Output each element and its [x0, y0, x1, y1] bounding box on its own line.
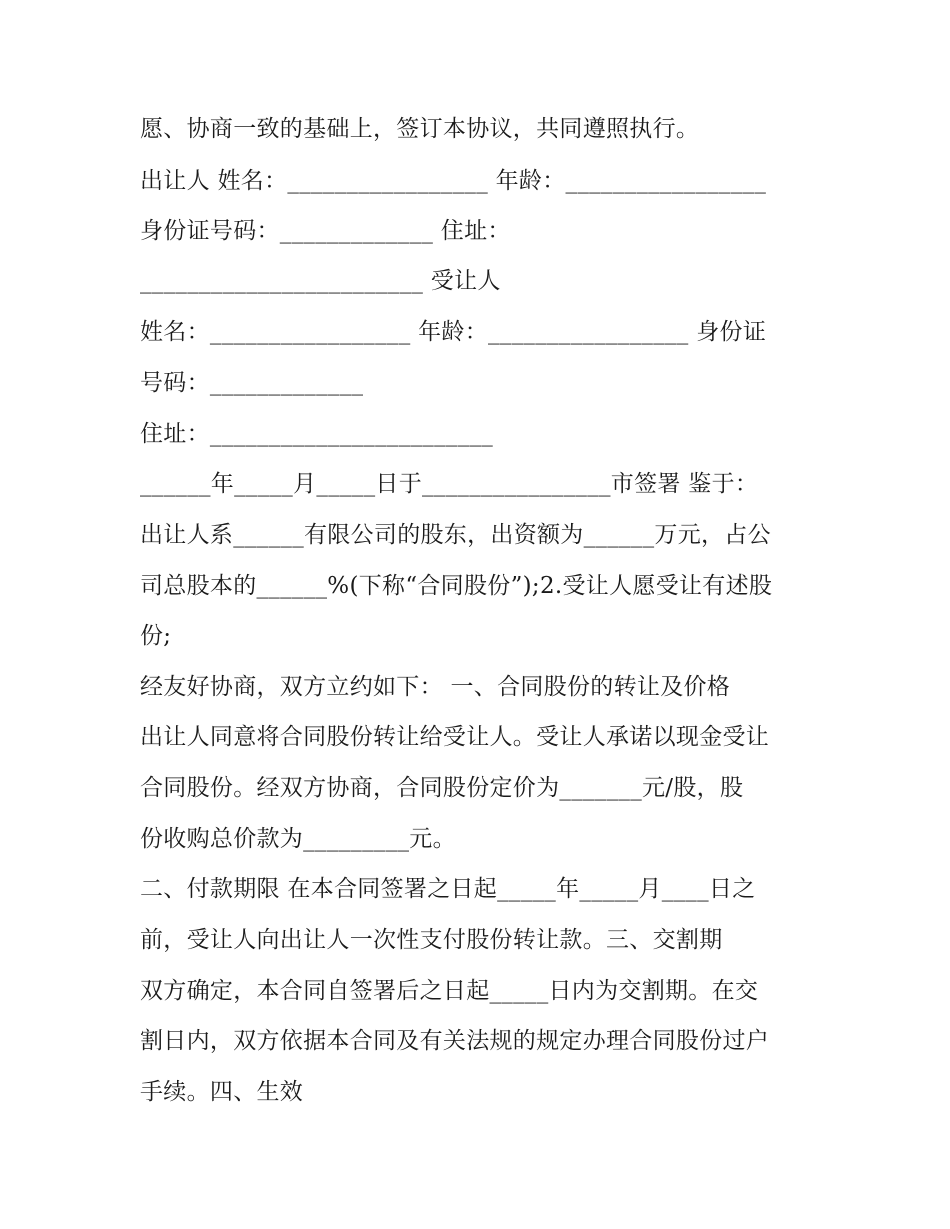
- text-line: 二、付款期限 在本合同签署之日起_____年_____月____日之: [140, 876, 756, 902]
- text-line: 双方确定，本合同自签署后之日起_____日内为交割期。在交: [140, 978, 759, 1004]
- text-line: ________________________ 受让人: [140, 268, 501, 294]
- text-line: 割日内，双方依据本合同及有关法规的规定办理合同股份过户: [140, 1028, 770, 1054]
- text-line: 身份证号码：_____________ 住址：: [140, 218, 511, 244]
- text-line: 份;: [140, 623, 172, 649]
- text-line: 姓名：_________________ 年龄：_________________ 身份证: [140, 319, 767, 345]
- text-line: 住址：________________________: [140, 421, 494, 447]
- text-line: 合同股份。经双方协商，合同股份定价为_______元/股，股: [140, 775, 744, 801]
- text-line: 出让人系______有限公司的股东，出资额为______万元，占公: [140, 522, 771, 548]
- text-line: 愿、协商一致的基础上，签订本协议，共同遵照执行。: [140, 116, 700, 142]
- text-line: ______年_____月_____日于________________市签署 鉴于：: [140, 471, 759, 497]
- text-line: 经友好协商，双方立约如下： 一、合同股份的转让及价格: [140, 674, 731, 700]
- text-line: 份收购总价款为_________元。: [140, 826, 456, 852]
- text-line: 手续。四、生效: [140, 1079, 304, 1105]
- text-line: 前，受让人向出让人一次性支付股份转让款。三、交割期: [140, 927, 723, 953]
- text-line: 出让人 姓名：_________________ 年龄：_________________: [140, 168, 767, 194]
- text-line: 出让人同意将合同股份转让给受让人。受让人承诺以现金受让: [140, 724, 770, 750]
- text-line: 号码：_____________: [140, 370, 364, 396]
- text-line: 司总股本的______%(下称“合同股份”);2.受让人愿受让有述股: [140, 573, 773, 599]
